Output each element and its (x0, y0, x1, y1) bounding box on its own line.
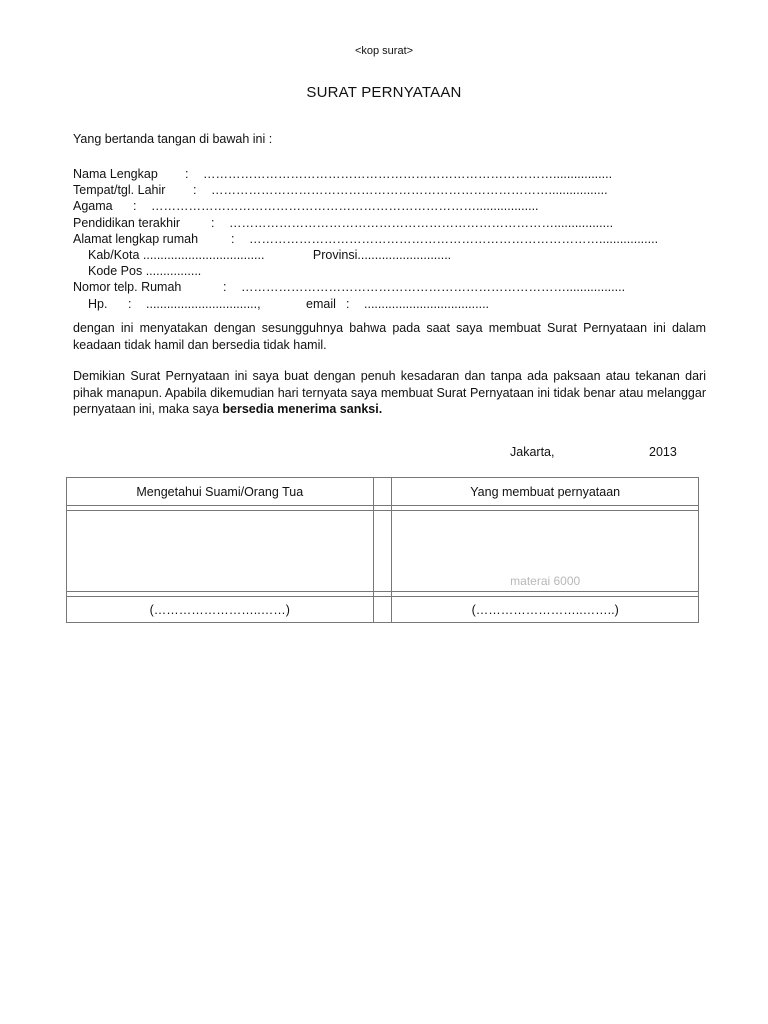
place-label: Jakarta, (510, 445, 555, 459)
field-label: Agama (73, 199, 113, 214)
field-dots: ……………………………………………………………………................. (229, 215, 614, 230)
year-label: 2013 (649, 445, 677, 459)
field-label: Alamat lengkap rumah (73, 231, 199, 246)
statement-paragraph-1: dengan ini menyatakan dengan sesungguhnya bahwa pada saat saya membuat Surat Pernyataan ini dalam keadaan tidak hamil dan bersedia tidak hamil. (73, 321, 706, 352)
signature-table (66, 477, 699, 623)
field-nama (73, 166, 658, 182)
left-header-cell: Mengetahui Suami/Orang Tua (67, 478, 374, 506)
signature-header-row (67, 478, 699, 506)
field-agama (73, 198, 658, 214)
spacer-cell (373, 478, 392, 506)
field-label: Hp. (88, 296, 108, 311)
field-label: Provinsi (312, 247, 358, 262)
field-pendidikan (73, 215, 658, 231)
field-dots: ………………………………………………………………………................. (211, 183, 608, 198)
field-kodepos (73, 263, 658, 279)
field-dots: …………………………………………………………………………................. (203, 167, 613, 181)
field-kabkota-provinsi (73, 247, 658, 263)
spacer-cell (373, 511, 392, 592)
field-colon: : (231, 231, 235, 246)
field-label: Tempat/tgl. Lahir (73, 183, 166, 198)
field-dots: …………………………………………………………………….................. (151, 199, 539, 214)
field-dots: ........................... (357, 247, 452, 262)
statement-paragraph-2 (73, 368, 706, 418)
closing-text: Demikian Surat Pernyataan ini saya buat dengan penuh kesadaran dan tanpa ada paksaan atau tekanan dari pihak manapun. Apabila dikemudian hari ternyata saya membuat Surat Pernyataan ini tidak benar atau melanggar pernyataan ini, maka saya (73, 369, 706, 416)
stamp-duty-label: materai 6000 (510, 574, 581, 588)
field-dots: .................................... (364, 296, 490, 311)
left-name-cell: (……………………..……) (67, 597, 374, 623)
signature-name-row (67, 597, 699, 623)
field-label: Kab/Kota (88, 247, 140, 262)
field-colon: : (193, 183, 197, 198)
field-dots: ................ (145, 264, 202, 279)
field-dots: ................................, (146, 296, 261, 311)
field-dots: …………………………………………………………………………................. (249, 231, 659, 246)
signature-space-row (67, 511, 699, 592)
field-colon: : (223, 280, 227, 295)
field-label: email (306, 296, 336, 311)
field-colon: : (133, 199, 137, 214)
field-colon: : (185, 167, 189, 181)
document-title: SURAT PERNYATAAN (306, 84, 462, 101)
field-alamat (73, 231, 658, 247)
field-label: Nomor telp. Rumah (73, 280, 182, 295)
intro-text: Yang bertanda tangan di bawah ini : (73, 132, 273, 146)
left-signature-space (67, 511, 374, 592)
right-name-cell: (……………………..……..) (392, 597, 699, 623)
field-label: Kode Pos (88, 264, 143, 279)
field-colon: : (128, 296, 132, 311)
field-colon: : (346, 296, 350, 311)
field-label: Pendidikan terakhir (73, 215, 181, 230)
letterhead-placeholder: <kop surat> (354, 45, 414, 57)
spacer-cell (373, 597, 392, 623)
field-colon: : (211, 215, 215, 230)
field-dots: ................................... (142, 247, 265, 262)
identity-fields (73, 166, 658, 312)
right-header-cell: Yang membuat pernyataan (392, 478, 699, 506)
field-dots: ……………………………………………………………………................. (241, 280, 626, 295)
right-signature-space (392, 511, 699, 592)
field-hp-email (73, 296, 658, 312)
field-ttl (73, 182, 658, 198)
closing-bold-text: bersedia menerima sanksi. (222, 402, 383, 416)
field-label: Nama Lengkap (73, 167, 158, 181)
field-telp (73, 279, 658, 295)
